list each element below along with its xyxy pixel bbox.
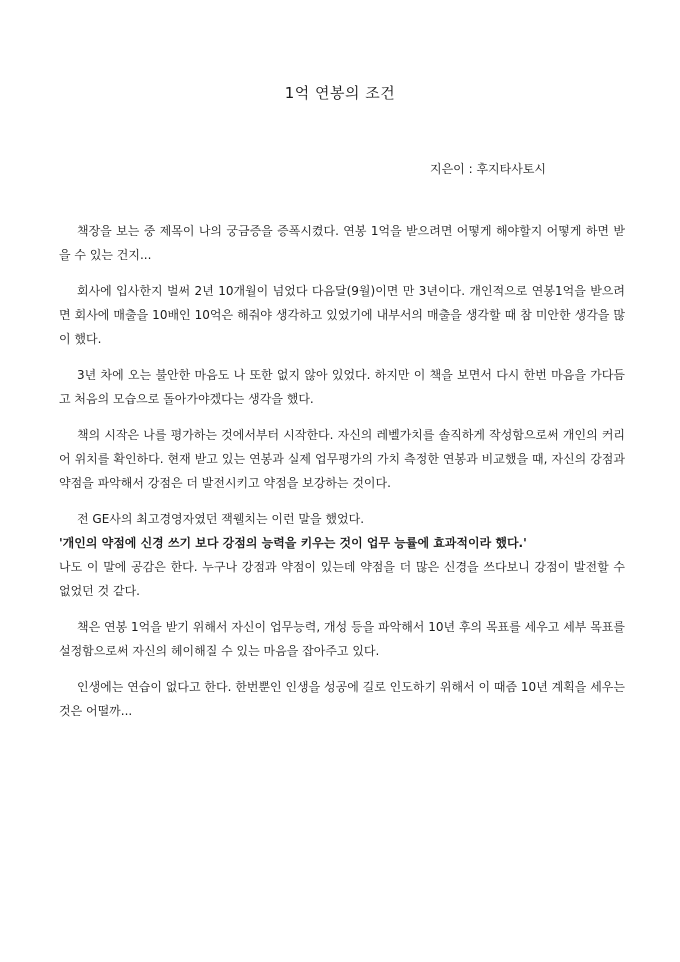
paragraph-4: 책의 시작은 나를 평가하는 것에서부터 시작한다. 자신의 레벨가치를 솔직하게 작성함으로써 개인의 커리어 위치를 확인하다. 현재 받고 있는 연봉과 실제 업무평가의 가치 측정한 연봉과 비교했을 때, 자신의 강점과 약점을 파악해서 강점은 더 발전시키고 약점을 보강하는 것이다.: [59, 428, 625, 490]
author-line: 지은이 : 후지타사토시: [430, 162, 547, 176]
quote-block: [59, 507, 625, 603]
paragraph-1: 책장을 보는 중 제목이 나의 궁금증을 증폭시켰다. 연봉 1억을 받으려면 어떻게 해야할지 어떻게 하면 받을 수 있는 건지...: [59, 224, 625, 262]
paragraph-6: 나도 이 말에 공감은 한다. 누구나 강점과 약점이 있는데 약점을 더 많은 신경을 쓰다보니 강점이 발전할 수 없었던 것 같다.: [59, 560, 625, 598]
paragraph-7: 책은 연봉 1억을 받기 위해서 자신이 업무능력, 개성 등을 파악해서 10년 후의 목표를 세우고 세부 목표를 설정함으로써 자신의 헤이해질 수 있는 마음을 잡아주고 있다.: [59, 620, 625, 658]
paragraph-5: 전 GE사의 최고경영자였던 잭웰치는 이런 말을 했었다.: [77, 512, 365, 526]
paragraph-8: 인생에는 연습이 없다고 한다. 한번뿐인 인생을 성공에 길로 인도하기 위해서 이 때즘 10년 계획을 세우는 것은 어떨까...: [59, 680, 625, 718]
document-body: [59, 219, 625, 735]
document-title: 1억 연봉의 조건: [284, 84, 396, 102]
paragraph-2: 회사에 입사한지 벌써 2년 10개월이 넘었다 다음달(9월)이면 만 3년이다. 개인적으로 연봉1억을 받으려면 회사에 매출을 10배인 10억은 해줘야 생각하고 있었기에 내부서의 매출을 생각할 때 참 미안한 생각을 많이 했다.: [59, 284, 625, 346]
paragraph-3: 3년 차에 오는 불안한 마음도 나 또한 없지 않아 있었다. 하지만 이 책을 보면서 다시 한번 마음을 가다듬고 처음의 모습으로 돌아가야겠다는 생각을 했다.: [59, 368, 625, 406]
highlighted-quote: '개인의 약점에 신경 쓰기 보다 강점의 능력을 키우는 것이 업무 능률에 효과적이라 했다.': [59, 536, 527, 550]
